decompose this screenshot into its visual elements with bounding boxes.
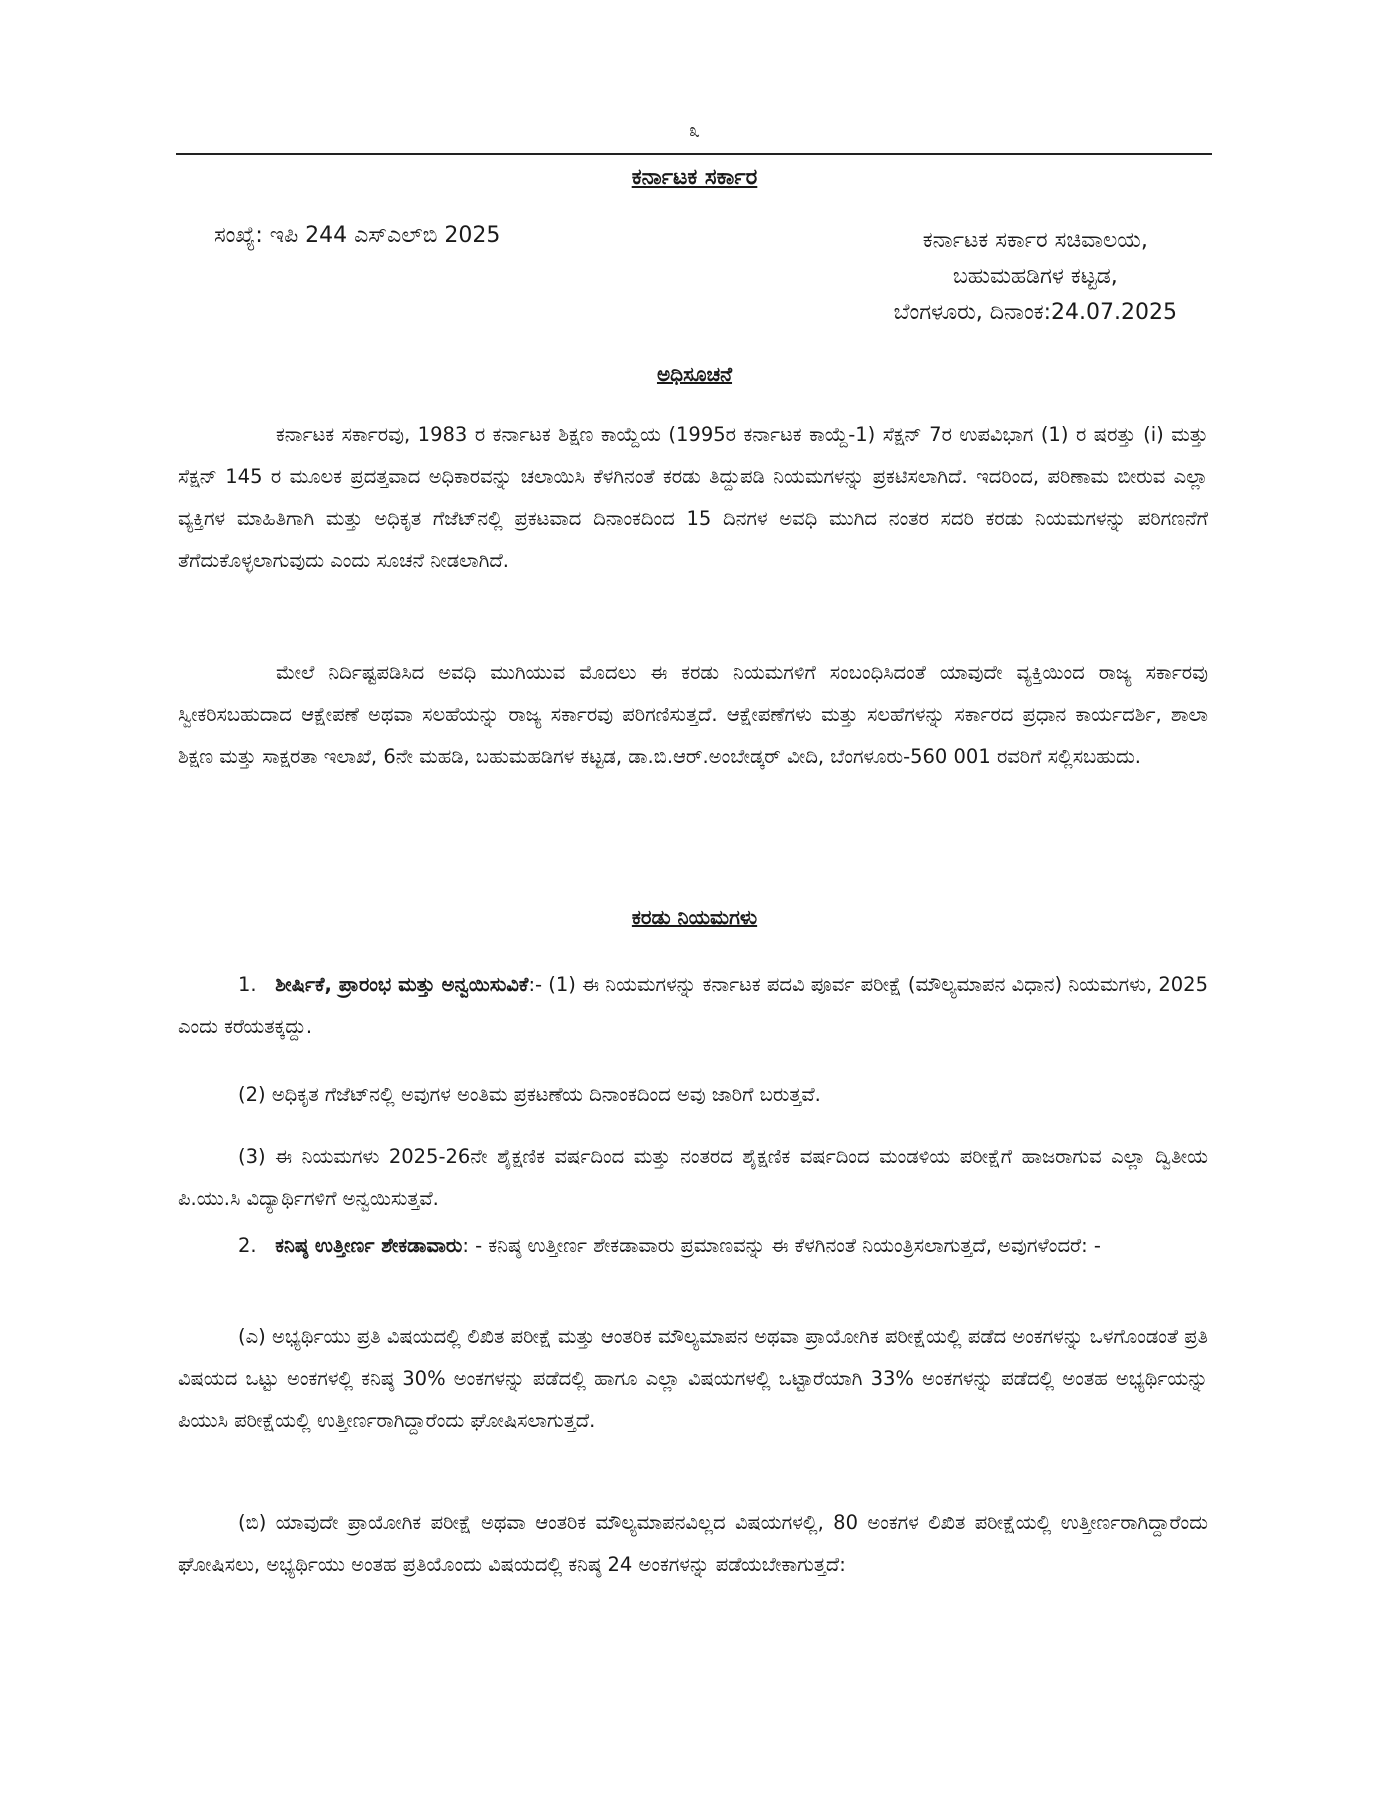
notification-paragraph-2: ಮೇಲೆ ನಿರ್ದಿಷ್ಟಪಡಿಸಿದ ಅವಧಿ ಮುಗಿಯುವ ಮೊದಲು ಈ ಕರಡು ನಿಯಮಗಳಿಗೆ ಸಂಬಂಧಿಸಿದಂತೆ ಯಾವುದೇ ವ್ಯಕ್ತಿಯಿಂದ ರಾಜ್ಯ ಸರ್ಕಾರವು ಸ್ವೀಕರಿಸಬಹುದಾದ ಆಕ್ಷೇಪಣೆ ಅಥವಾ ಸಲಹೆಯನ್ನು ರಾಜ್ಯ ಸರ್ಕಾರವು ಪರಿಗಣಿಸುತ್ತದೆ. ಆಕ್ಷೇಪಣೆಗಳು ಮತ್ತು ಸಲಹೆಗಳನ್ನು ಸರ್ಕಾರದ ಪ್ರಧಾನ ಕಾರ್ಯದರ್ಶಿ, ಶಾಲಾ ಶಿಕ್ಷಣ ಮತ್ತು ಸಾಕ್ಷರತಾ ಇಲಾಖೆ, 6ನೇ ಮಹಡಿ, ಬಹುಮಹಡಿಗಳ ಕಟ್ಟಡ, ಡಾ.ಬಿ.ಆರ್.ಅಂಬೇಡ್ಕರ್ ವೀದಿ, ಬೆಂಗಳೂರು-560 001 ರವರಿಗೆ ಸಲ್ಲಿಸಬಹುದು. <box>178 661 1208 768</box>
notification-title: ಅಧಿಸೂಚನೆ <box>656 362 733 386</box>
header-divider <box>176 153 1212 155</box>
notification-paragraph-1: ಕರ್ನಾಟಕ ಸರ್ಕಾರವು, 1983 ರ ಕರ್ನಾಟಕ ಶಿಕ್ಷಣ ಕಾಯ್ದೆಯ (1995ರ ಕರ್ನಾಟಕ ಕಾಯ್ದೆ-1) ಸೆಕ್ಷನ್ 7ರ ಉಪವಿಭಾಗ (1) ರ ಷರತ್ತು (i) ಮತ್ತು ಸೆಕ್ಷನ್ 145 ರ ಮೂಲಕ ಪ್ರದತ್ತವಾದ ಅಧಿಕಾರವನ್ನು ಚಲಾಯಿಸಿ ಕೆಳಗಿನಂತೆ ಕರಡು ತಿದ್ದುಪಡಿ ನಿಯಮಗಳನ್ನು ಪ್ರಕಟಿಸಲಾಗಿದೆ. ಇದರಿಂದ, ಪರಿಣಾಮ ಬೀರುವ ಎಲ್ಲಾ ವ್ಯಕ್ತಿಗಳ ಮಾಹಿತಿಗಾಗಿ ಮತ್ತು ಅಧಿಕೃತ ಗೆಜೆಟ್‌ನಲ್ಲಿ ಪ್ರಕಟವಾದ ದಿನಾಂಕದಿಂದ 15 ದಿನಗಳ ಅವಧಿ ಮುಗಿದ ನಂತರ ಸದರಿ ಕರಡು ನಿಯಮಗಳನ್ನು ಪರಿಗಣನೆಗೆ ತೆಗೆದುಕೊಳ್ಳಲಾಗುವುದು ಎಂದು ಸೂಚನೆ ನೀಡಲಾಗಿದೆ. <box>178 423 1208 572</box>
address-line-1: ಕರ್ನಾಟಕ ಸರ್ಕಾರ ಸಚಿವಾಲಯ, <box>922 228 1148 253</box>
rule-1-clause-2: (2) ಅಧಿಕೃತ ಗೆಜೆಟ್‌ನಲ್ಲಿ ಅವುಗಳ ಅಂತಿಮ ಪ್ರಕಟಣೆಯ ದಿನಾಂಕದಿಂದ ಅವು ಜಾರಿಗೆ ಬರುತ್ತವೆ. <box>238 1083 821 1106</box>
government-title: ಕರ್ನಾಟಕ ಸರ್ಕಾರ <box>631 165 758 190</box>
address-line-3: ಬೆಂಗಳೂರು, ದಿನಾಂಕ:24.07.2025 <box>893 300 1177 325</box>
address-line-2: ಬಹುಮಹಡಿಗಳ ಕಟ್ಟಡ, <box>952 264 1118 289</box>
rule-2-paragraph <box>178 1225 1208 1267</box>
rule-1-clause-3: (3) ಈ ನಿಯಮಗಳು 2025-26ನೇ ಶೈಕ್ಷಣಿಕ ವರ್ಷದಿಂದ ಮತ್ತು ನಂತರದ ಶೈಕ್ಷಣಿಕ ವರ್ಷದಿಂದ ಮಂಡಳಿಯ ಪರೀಕ್ಷೆಗೆ ಹಾಜರಾಗುವ ಎಲ್ಲಾ ದ್ವಿತೀಯ ಪಿ.ಯು.ಸಿ ವಿದ್ಯಾರ್ಥಿಗಳಿಗೆ ಅನ್ವಯಿಸುತ್ತವೆ. <box>178 1145 1208 1210</box>
rule-1-paragraph <box>178 964 1208 1048</box>
rule-2-clause-b: (ಬಿ) ಯಾವುದೇ ಪ್ರಾಯೋಗಿಕ ಪರೀಕ್ಷೆ ಅಥವಾ ಆಂತರಿಕ ಮೌಲ್ಯಮಾಪನವಿಲ್ಲದ ವಿಷಯಗಳಲ್ಲಿ, 80 ಅಂಕಗಳ ಲಿಖಿತ ಪರೀಕ್ಷೆಯಲ್ಲಿ ಉತ್ತೀರ್ಣರಾಗಿದ್ದಾರೆಂದು ಘೋಷಿಸಲು, ಅಭ್ಯರ್ಥಿಯು ಅಂತಹ ಪ್ರತಿಯೊಂದು ವಿಷಯದಲ್ಲಿ ಕನಿಷ್ಠ 24 ಅಂಕಗಳನ್ನು ಪಡೆಯಬೇಕಾಗುತ್ತದೆ: <box>178 1511 1208 1576</box>
rule-1-heading: ಶೀರ್ಷಿಕೆ, ಪ್ರಾರಂಭ ಮತ್ತು ಅನ್ವಯಿಸುವಿಕೆ <box>275 973 529 996</box>
reference-number: ಸಂಖ್ಯೆ: ಇಪಿ 244 ಎಸ್‌ಎಲ್‌ಬಿ 2025 <box>214 223 501 248</box>
rule-2-number: 2. <box>238 1234 257 1257</box>
address-block <box>894 223 1177 331</box>
rule-1-text: :- (1) ಈ ನಿಯಮಗಳನ್ನು ಕರ್ನಾಟಕ ಪದವಿ ಪೂರ್ವ ಪರೀಕ್ಷೆ (ಮೌಲ್ಯಮಾಪನ ವಿಧಾನ) ನಿಯಮಗಳು, 2025 ಎಂದು ಕರೆಯತಕ್ಕದ್ದು. <box>178 973 1208 1038</box>
rule-2-text: : - ಕನಿಷ್ಠ ಉತ್ತೀರ್ಣ ಶೇಕಡಾವಾರು ಪ್ರಮಾಣವನ್ನು ಈ ಕೆಳಗಿನಂತೆ ನಿಯಂತ್ರಿಸಲಾಗುತ್ತದೆ, ಅವುಗಳೆಂದರೆ: - <box>462 1234 1101 1257</box>
page-number: ೩ <box>688 118 701 142</box>
draft-rules-title: ಕರಡು ನಿಯಮಗಳು <box>631 905 758 929</box>
rule-2-clause-a: (ಎ) ಅಭ್ಯರ್ಥಿಯು ಪ್ರತಿ ವಿಷಯದಲ್ಲಿ ಲಿಖಿತ ಪರೀಕ್ಷೆ ಮತ್ತು ಆಂತರಿಕ ಮೌಲ್ಯಮಾಪನ ಅಥವಾ ಪ್ರಾಯೋಗಿಕ ಪರೀಕ್ಷೆಯಲ್ಲಿ ಪಡೆದ ಅಂಕಗಳನ್ನು ಒಳಗೊಂಡಂತೆ ಪ್ರತಿ ವಿಷಯದ ಒಟ್ಟು ಅಂಕಗಳಲ್ಲಿ ಕನಿಷ್ಠ 30% ಅಂಕಗಳನ್ನು ಪಡೆದಲ್ಲಿ ಹಾಗೂ ಎಲ್ಲಾ ವಿಷಯಗಳಲ್ಲಿ ಒಟ್ಟಾರೆಯಾಗಿ 33% ಅಂಕಗಳನ್ನು ಪಡೆದಲ್ಲಿ ಅಂತಹ ಅಭ್ಯರ್ಥಿಯನ್ನು ಪಿಯುಸಿ ಪರೀಕ್ಷೆಯಲ್ಲಿ ಉತ್ತೀರ್ಣರಾಗಿದ್ದಾರೆಂದು ಘೋಷಿಸಲಾಗುತ್ತದೆ. <box>178 1325 1208 1432</box>
rule-2-heading: ಕನಿಷ್ಠ ಉತ್ತೀರ್ಣ ಶೇಕಡಾವಾರು <box>275 1234 463 1257</box>
rule-1-number: 1. <box>238 973 257 996</box>
